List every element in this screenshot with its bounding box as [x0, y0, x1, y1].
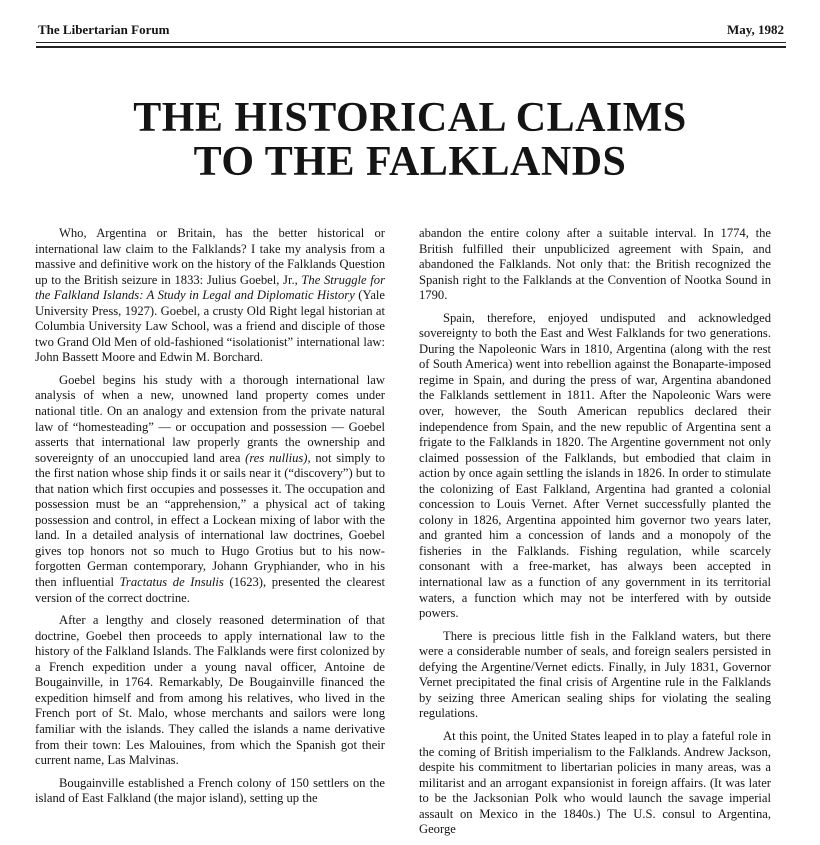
- paragraph: There is precious little fish in the Falkland waters, but there were a considerable number of seals, and foreign sealers persisted in defying the Argentine/Vernet edicts. Finally, in July 1831, Governor Vernet precipitated the final crisis of Argentine rule in the Falklands by seizing three American sealing ships for violating the sealing regulations.: [419, 628, 771, 721]
- paragraph: Bougainville established a French colony of 150 settlers on the island of East Falkland (the major island), setting up the: [35, 775, 385, 806]
- publication-name: The Libertarian Forum: [38, 22, 170, 37]
- paragraph: [35, 373, 385, 606]
- masthead-rule-thick: [36, 46, 786, 48]
- text-run: Who, Argentina or Britain, has the better historical or international law claim to the Falklands? I take my analysis from a massive and definitive work on the history of the Falklands Question up to the British seizure in 1833: Julius Goebel, Jr.,: [35, 226, 385, 287]
- issue-date: May, 1982: [726, 22, 784, 37]
- title-line-2: TO THE FALKLANDS: [193, 139, 627, 185]
- masthead: [38, 22, 784, 38]
- paragraph: At this point, the United States leaped in to play a fateful role in the coming of British imperialism to the Falklands. Andrew Jackson, despite his commitment to libertarian policies in many areas, was a militarist and an arrogant expansionist in foreign affairs. (It was later to be the Jacksonian Polk who would launch the savage imperial assault on Mexico in the 1840s.) The U.S. consul to Argentina, George: [419, 728, 771, 837]
- latin-term: (res nullius),: [245, 450, 311, 465]
- work-title: Tractatus de Insulis: [119, 575, 224, 590]
- paragraph: After a lengthy and closely reasoned determination of that doctrine, Goebel then proceeds to apply international law to the history of the Falkland Islands. The Falklands were first colonized by a French expedition under a young naval officer, Antoine de Bougainville, in 1764. Remarkably, De Bougainville financed the expedition himself and from among his relatives, who lived in the French port of St. Malo, whose merchants and sailors were long familiar with the islands. They called the islands a name derivative from their town: Les Malouines, from which the Spanish got their current name, Las Malvinas.: [35, 613, 385, 768]
- right-column: [419, 226, 771, 845]
- article-title: [0, 96, 820, 184]
- text-run: not simply to the first nation whose ship finds it or sails near it (“discovery”) but to that nation which first occupies and possesses it. The occupation and possession must be an “apprehension,” a physical act of taking possession and control, in effect a Lockean mixing of labor with the land. In a detailed analysis of international law doctrines, Goebel gives top honors not so much to Hugo Grotius but to his now-forgotten German contemporary, Johann Gryphiander, who in his then influential: [35, 450, 385, 590]
- text-run: (Yale University Press, 1927). Goebel, a crusty Old Right legal historian at Columbia University Law School, was a friend and disciple of those two Grand Old Men of old-fashioned “isolationist” international law: John Bassett Moore and Edwin M. Borchard.: [35, 288, 385, 365]
- masthead-rule-thin: [36, 42, 786, 43]
- left-column: [35, 226, 385, 814]
- text-run: Goebel begins his study with a thorough international law analysis of when a new, unowned land property comes under national title. On an analogy and extension from the private natural law of “homesteading” — or occupation and possession — Goebel asserts that international law properly grants the ownership and sovereignty of an unoccupied land area: [35, 372, 385, 465]
- paragraph: abandon the entire colony after a suitable interval. In 1774, the British fulfilled their unpublicized agreement with Spain, and abandoned the Falklands. Not only that: the British recognized the Spanish right to the Falklands at the Convention of Nootka Sound in 1790.: [419, 226, 771, 303]
- paragraph: [35, 226, 385, 366]
- book-title: The Struggle for the Falkland Islands: A Study in Legal and Diplomatic History: [35, 272, 386, 303]
- title-line-1: THE HISTORICAL CLAIMS: [133, 95, 687, 141]
- paragraph: Spain, therefore, enjoyed undisputed and acknowledged sovereignty to both the East and West Falklands for two generations. During the Napoleonic Wars in 1810, Argentina (along with the rest of South America) went into rebellion against the Bonaparte-imposed regime in Spain, and during the press of war, Argentina abandoned the Falklands settlement in 1811. After the Napoleonic Wars were over, however, the South American republics declared their independence from Spain, and the new republic of Argentina sent a frigate to the Falklands in 1820. The Argentine government not only claimed possession of the Falklands, but embodied that claim in action by once again settling the islands in 1826. In order to stimulate the colonizing of East Falkland, Argentina had granted a colonial concession to Louis Vernet. After Vernet successfully planted the colony in 1826, Argentina appointed him governor two years later, and granted him a concession of lands and a monopoly of the fisheries in the Falklands. Fishing regulation, while scarcely consonant with a free-market, has always been accepted in international law as a function of any government in its territorial waters, a function which may not be interfered with by outside powers.: [419, 310, 771, 621]
- text-run: (1623), presented the clearest version of the correct doctrine.: [35, 575, 385, 605]
